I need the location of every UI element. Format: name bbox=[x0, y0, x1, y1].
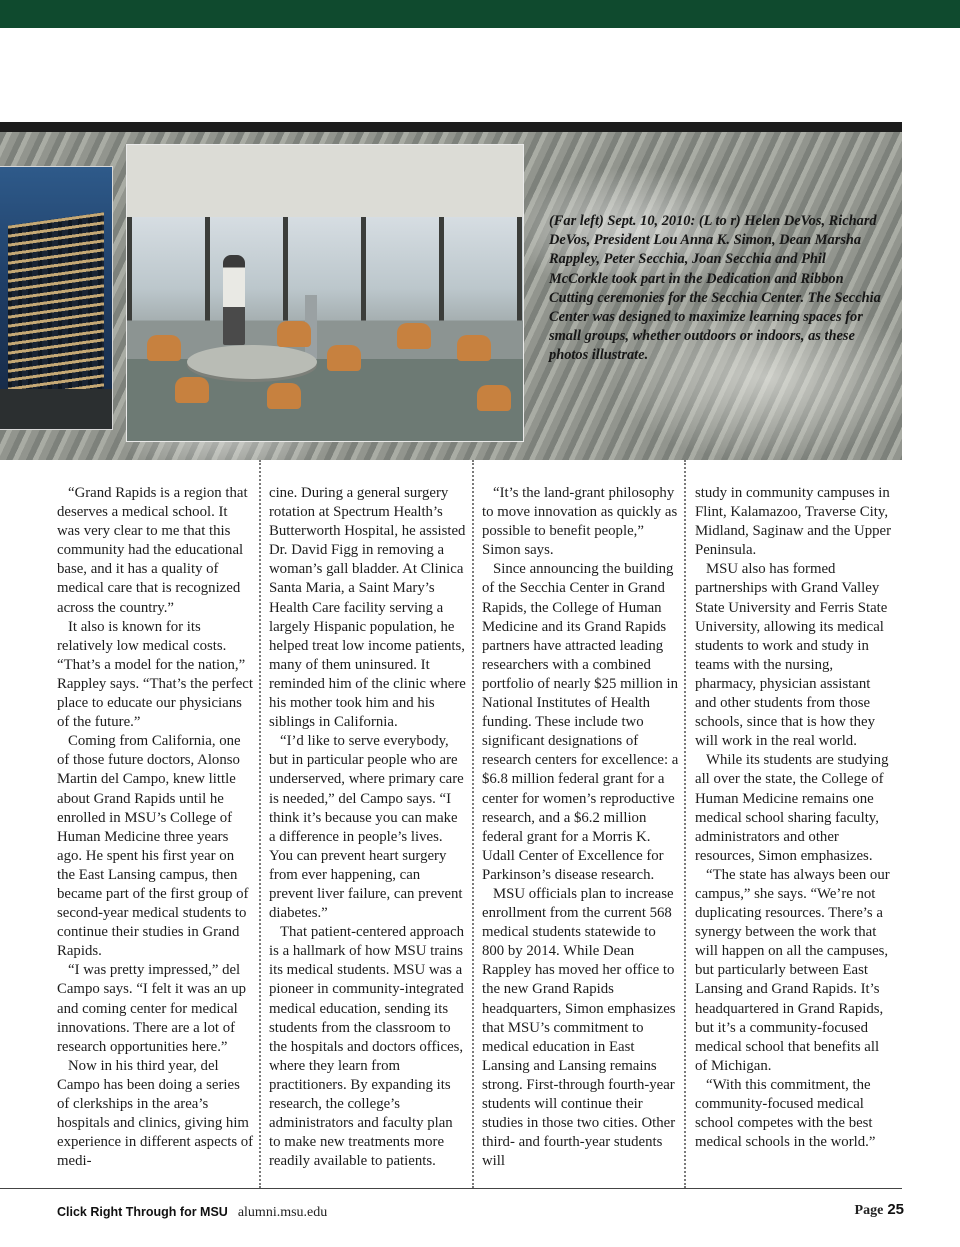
room-ceiling bbox=[127, 145, 523, 217]
article-paragraph: It also is known for its relatively low medical costs. “That’s a model for the nation,” Rappley says. “That’s the perfect place to educate our physicians of the future.” bbox=[57, 618, 253, 731]
page-footer bbox=[0, 1200, 960, 1224]
article-paragraph: study in community campuses in Flint, Kalamazoo, Traverse City, Midland, Saginaw and the Upper Peninsula. bbox=[695, 485, 892, 559]
chair bbox=[147, 335, 181, 361]
article-column-3 bbox=[482, 484, 679, 1171]
photo-ground bbox=[0, 389, 112, 429]
article-paragraph: “I’d like to serve everybody, but in particular people who are underserved, where primary care is needed,” del Campo says. “I think it’s because you can make a difference in people’s lives. You can prevent heart surgery from ever happening, can prevent liver failure, can prevent diabetes.” bbox=[269, 733, 464, 922]
footer-rule bbox=[0, 1188, 902, 1189]
round-table bbox=[187, 345, 317, 379]
chair bbox=[397, 323, 431, 349]
article-paragraph: While its students are studying all over the state, the College of Human Medicine remains one medical school sharing faculty, administrators and other resources, Simon emphasizes. bbox=[695, 752, 889, 864]
article-column-1 bbox=[57, 484, 254, 1171]
photo-caption: (Far left) Sept. 10, 2010: (L to r) Helen DeVos, Richard DeVos, President Lou Anna K. Simon, Dean Marsha Rappley, Peter Secchia, Joan Secchia and Phil McCorkle took part in the Dedication and Ribbon Cutting ceremonies for the Secchia Center. The Secchia Center was designed to maximize learning spaces for small groups, whether outdoors or indoors, as these photos illustrate. bbox=[549, 213, 881, 364]
article-paragraph: MSU also has formed partnerships with Grand Valley State University and Ferris State University, allowing its medical students to work and study in teams with the nursing, pharmacy, physician assistant and other students from those schools, since that is how they will work in the real world. bbox=[695, 561, 888, 750]
article-paragraph: “With this commitment, the community-focused medical school competes with the best medical schools in the world.” bbox=[695, 1076, 876, 1151]
article-paragraph: Now in his third year, del Campo has been doing a series of clerkships in the area’s hospitals and clinics, giving him experience in different aspects of medi- bbox=[57, 1057, 254, 1170]
footer-page bbox=[855, 1201, 904, 1219]
article-body bbox=[0, 460, 902, 1188]
chair bbox=[327, 345, 361, 371]
standing-person bbox=[223, 255, 245, 345]
photo-banner bbox=[0, 122, 902, 460]
chair bbox=[175, 377, 209, 403]
article-paragraph: “I was pretty impressed,” del Campo says. “I felt it was an up and coming center for medical innovations. There are a lot of research opportunities here.” bbox=[57, 962, 247, 1055]
article-paragraph: cine. During a general surgery rotation at Spectrum Health’s Butterworth Hospital, he assisted Dr. David Figg in removing a woman’s gall bladder. At Clinica Santa Maria, a Saint Mary’s Health Care facility serving a largely Hispanic population, he helped treat low income patients, many of them uninsured. It reminded him of the clinic where his mother took him and his siblings in California. bbox=[269, 485, 466, 731]
page-label: Page bbox=[854, 1203, 884, 1218]
column-divider bbox=[472, 460, 474, 1188]
article-paragraph: “Grand Rapids is a region that deserves a medical school. It was very clear to me that this community had the educational base, and it has a quality of medical care that is recognized across the country.” bbox=[57, 485, 248, 616]
chair bbox=[477, 385, 511, 411]
article-paragraph: “The state has always been our campus,” she says. “We’re not duplicating resources. There’s a synergy between the work that will happen on all the campuses, but particularly between East Lansing and Grand Rapids. It’s headquartered in Grand Rapids, but it’s a community-focused medical school that benefits all of Michigan. bbox=[695, 866, 890, 1074]
article-paragraph: MSU officials plan to increase enrollment from the current 568 medical students statewide to 800 by 2014. While Dean Rappley has moved her office to the new Grand Rapids headquarters, Simon emphasizes that MSU’s commitment to medical education in East Lansing and Lansing remains strong. First-through fourth-year students will continue their studies in those two cities. Other third- and fourth-year students will bbox=[482, 885, 676, 1170]
article-column-4 bbox=[695, 484, 892, 1152]
article-paragraph: “It’s the land-grant philosophy to move innovation as quickly as possible to benefit people,” Simon says. bbox=[482, 485, 678, 559]
footer-url-link[interactable]: alumni.msu.edu bbox=[237, 1205, 328, 1220]
article-paragraph: Since announcing the building of the Secchia Center in Grand Rapids, the College of Human Medicine and its Grand Rapids partners have attracted leading researchers with a combined portfolio of nearly $25 million in National Institutes of Health funding. These include two significant designations of research centers for excellence: a $6.8 million federal grant for a center for women’s reproductive research, and a $6.2 million federal grant for a Morris K. Udall Center of Excellence for Parkinson’s disease research. bbox=[482, 561, 679, 883]
chair bbox=[267, 383, 301, 409]
page-number: 25 bbox=[887, 1201, 904, 1218]
article-paragraph: Coming from California, one of those future doctors, Alonso Martin del Campo, knew little about Grand Rapids until he enrolled in MSU’s College of Human Medicine three years ago. He spent his first year on the East Lansing campus, then became part of the first group of second-year medical students to continue their studies in Grand Rapids. bbox=[57, 733, 249, 960]
article-paragraph: That patient-centered approach is a hallmark of how MSU trains its medical students. MSU was a pioneer in community-integrated medical education, sending its students from the classroom to the hospitals and doctors offices, where they learn from practitioners. By expanding its research, the college’s administrators and faculty plan to make new treatments more readily available to patients. bbox=[269, 924, 465, 1170]
top-color-band bbox=[0, 0, 960, 28]
chair bbox=[277, 321, 311, 347]
building-night-photo bbox=[0, 166, 113, 430]
chair bbox=[457, 335, 491, 361]
column-divider bbox=[684, 460, 686, 1188]
article-column-2 bbox=[269, 484, 466, 1171]
footer-title: Click Right Through for MSU bbox=[57, 1205, 228, 1219]
footer-left bbox=[57, 1203, 327, 1221]
column-divider bbox=[259, 460, 261, 1188]
study-room-photo bbox=[126, 144, 524, 442]
